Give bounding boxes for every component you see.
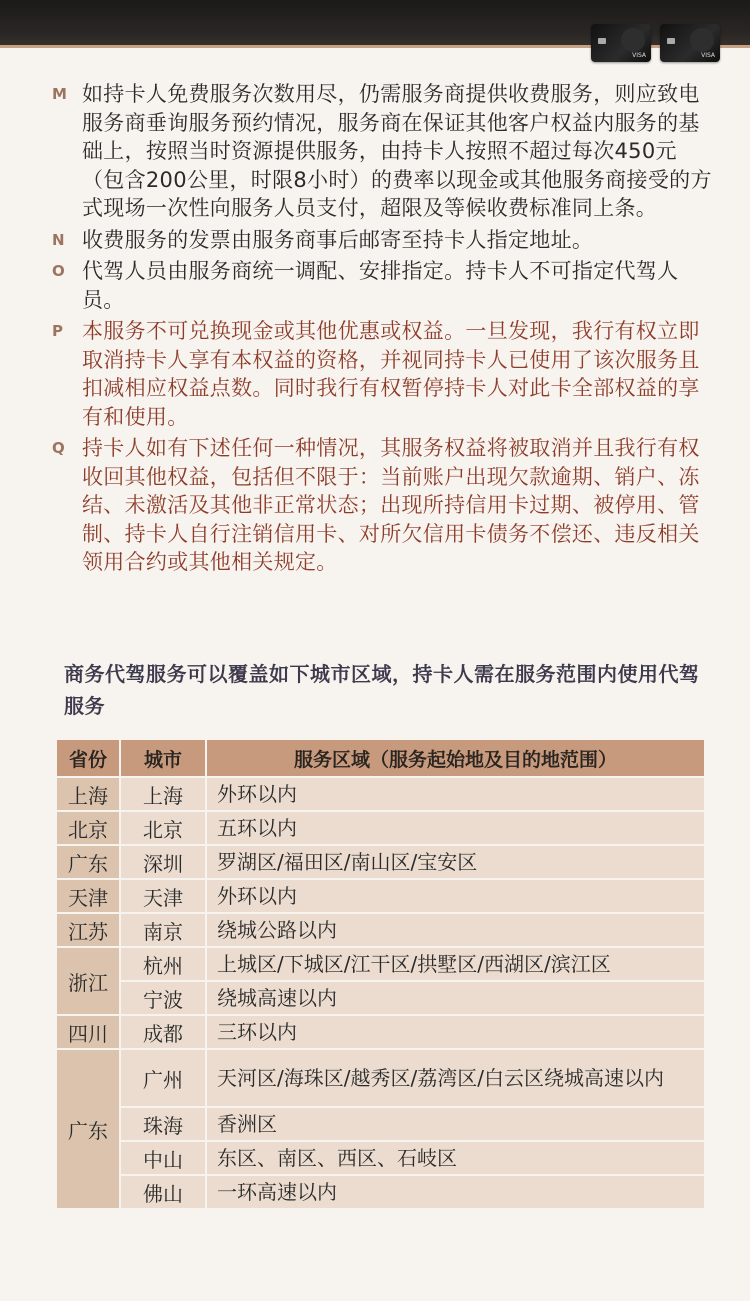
area-cell: 外环以内 — [206, 777, 705, 811]
table-row — [57, 1175, 705, 1208]
city-cell: 中山 — [120, 1141, 206, 1175]
table-row — [57, 1107, 705, 1141]
term-marker: N — [52, 230, 65, 249]
area-cell: 东区、南区、西区、石岐区 — [206, 1141, 705, 1175]
province-cell: 四川 — [57, 1015, 120, 1049]
term-text: 如持卡人免费服务次数用尽，仍需服务商提供收费服务，则应致电服务商垂询服务预约情况，服务商在保证其他客户权益内服务的基础上，按照当时资源提供服务，由持卡人按照不超过每次450元（包含200公里，时限8小时）的费率以现金或其他服务商接受的方式现场一次性向服务人员支付，超限及等候收费标准同上条。 — [82, 82, 712, 220]
city-cell: 成都 — [120, 1015, 206, 1049]
province-cell: 上海 — [57, 777, 120, 811]
term-marker: P — [52, 322, 63, 340]
header-province: 省份 — [57, 740, 120, 777]
term-item-o — [52, 257, 712, 314]
term-marker: Q — [52, 439, 65, 457]
term-item-q — [52, 434, 712, 577]
term-text: 持卡人如有下述任何一种情况，其服务权益将被取消并且我行有权收回其他权益，包括但不限于：当前账户出现欠款逾期、销户、冻结、未激活及其他非正常状态；出现所持信用卡过期、被停用、管制、持卡人自行注销信用卡、对所欠信用卡债务不偿还、违反相关领用合约或其他相关规定。 — [82, 436, 700, 574]
card-logo-circle — [690, 28, 714, 52]
credit-card-image — [660, 24, 720, 62]
city-cell: 杭州 — [120, 947, 206, 981]
table-row — [57, 1049, 705, 1107]
province-cell: 江苏 — [57, 913, 120, 947]
card-chip — [598, 38, 606, 44]
city-cell: 广州 — [120, 1049, 206, 1107]
city-cell: 佛山 — [120, 1175, 206, 1208]
coverage-table — [57, 740, 706, 1208]
area-cell: 外环以内 — [206, 879, 705, 913]
province-cell: 北京 — [57, 811, 120, 845]
area-cell: 一环高速以内 — [206, 1175, 705, 1208]
area-cell: 上城区/下城区/江干区/拱墅区/西湖区/滨江区 — [206, 947, 705, 981]
table-row — [57, 947, 705, 981]
province-cell: 浙江 — [57, 947, 120, 1015]
term-text: 收费服务的发票由服务商事后邮寄至持卡人指定地址。 — [82, 227, 594, 252]
table-row — [57, 879, 705, 913]
province-cell: 天津 — [57, 879, 120, 913]
city-cell: 珠海 — [120, 1107, 206, 1141]
city-cell: 深圳 — [120, 845, 206, 879]
city-cell: 天津 — [120, 879, 206, 913]
table-row — [57, 913, 705, 947]
city-cell: 北京 — [120, 811, 206, 845]
header-city: 城市 — [120, 740, 206, 777]
term-item-p — [52, 317, 712, 431]
term-text: 代驾人员由服务商统一调配、安排指定。持卡人不可指定代驾人员。 — [82, 259, 679, 312]
credit-card-image — [591, 24, 651, 62]
city-cell: 上海 — [120, 777, 206, 811]
province-cell: 广东 — [57, 845, 120, 879]
table-header-row — [57, 740, 705, 777]
table-row — [57, 845, 705, 879]
area-cell: 五环以内 — [206, 811, 705, 845]
city-cell: 宁波 — [120, 981, 206, 1015]
term-text: 本服务不可兑换现金或其他优惠或权益。一旦发现，我行有权立即取消持卡人享有本权益的资格，并视同持卡人已使用了该次服务且扣减相应权益点数。同时我行有权暂停持卡人对此卡全部权益的享有和使用。 — [82, 319, 700, 429]
province-cell: 广东 — [57, 1049, 120, 1208]
area-cell: 绕城公路以内 — [206, 913, 705, 947]
table-row — [57, 1141, 705, 1175]
table-row — [57, 1015, 705, 1049]
term-marker: M — [52, 85, 67, 103]
term-item-n — [52, 226, 712, 255]
card-logo-circle — [621, 28, 645, 52]
coverage-section-title: 商务代驾服务可以覆盖如下城市区域，持卡人需在服务范围内使用代驾服务 — [64, 662, 700, 718]
term-marker: O — [52, 262, 65, 280]
table-row — [57, 981, 705, 1015]
city-cell: 南京 — [120, 913, 206, 947]
card-brand: VISA — [632, 52, 646, 59]
area-cell: 罗湖区/福田区/南山区/宝安区 — [206, 845, 705, 879]
table-row — [57, 811, 705, 845]
area-cell: 天河区/海珠区/越秀区/荔湾区/白云区绕城高速以内 — [206, 1049, 705, 1107]
table-row — [57, 777, 705, 811]
card-brand: VISA — [701, 52, 715, 59]
card-chip — [667, 38, 675, 44]
term-item-m — [52, 80, 712, 223]
header-area: 服务区域（服务起始地及目的地范围） — [206, 740, 705, 777]
area-cell: 香洲区 — [206, 1107, 705, 1141]
terms-list — [52, 80, 712, 580]
area-cell: 三环以内 — [206, 1015, 705, 1049]
area-cell: 绕城高速以内 — [206, 981, 705, 1015]
